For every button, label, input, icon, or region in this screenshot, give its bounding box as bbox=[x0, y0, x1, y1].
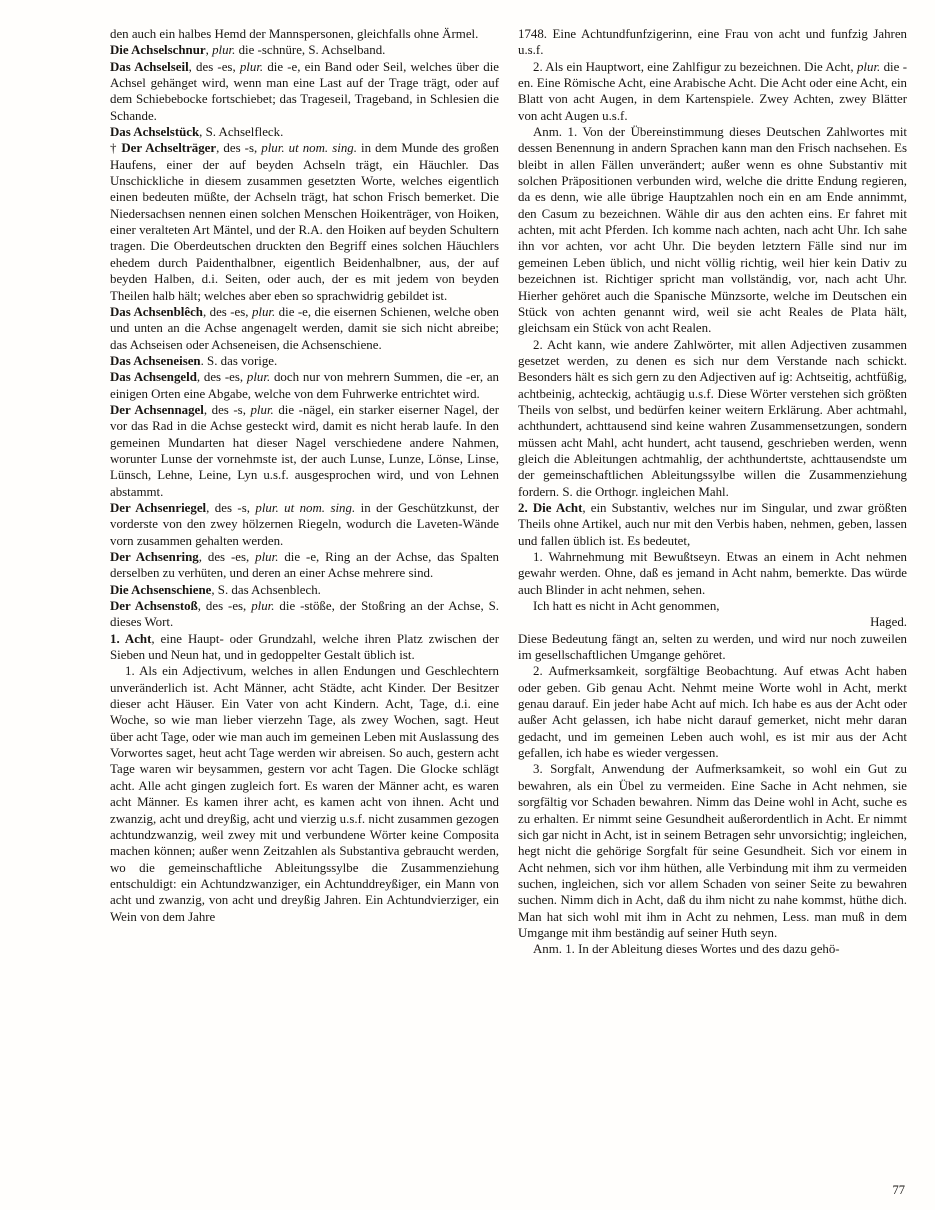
paragraph bbox=[518, 663, 907, 761]
paragraph bbox=[110, 598, 499, 631]
paragraph bbox=[518, 631, 907, 664]
paragraph bbox=[518, 59, 907, 124]
text-segment: , des -es, bbox=[198, 550, 256, 564]
text-segment: Anm. 1. Von der Übereinstimmung dieses Deutschen Zahlwortes mit dessen Benennung in andern Sprachen kann man den Frisch nachsehen. Es bleibt in allen Fällen unverändert; außer wenn es ohne Substantiv mit solchen Präpositionen verbunden wird, welche die dritte Endung regieren, da es denn, wie alle übrige Hauptzahlen noch ein en am Ende annimmt, den Casum zu bezeichnen. Wähle dir aus den achten eins. Er fahret mit achten, mit acht Pferden. Ich komme nach achten, nach acht Uhr. Ich sahe ihn vor achten, vor acht Uhr. Die beyden letztern Fälle sind nur im gemeinen Leben üblich, und nicht völlig richtig, weil hier kein Dativ zu bezeichnen ist. Richtiger spricht man vollständig, vor, nach acht Uhr. Hierher gehöret auch die Spanische Münzsorte, welche im Deutschen ein Stück von achten genannt wird, weil sie acht Reales de Plata hält, gleichsam ein Stück von acht Realen. bbox=[518, 125, 907, 336]
paragraph bbox=[110, 549, 499, 582]
text-segment: , des -s, bbox=[216, 141, 262, 156]
paragraph bbox=[110, 42, 499, 58]
paragraph bbox=[518, 26, 907, 59]
paragraph bbox=[110, 663, 499, 925]
text-segment: 3. Sorgfalt, Anwendung der Aufmerksamkeit, so wohl ein Gut zu bewahren, als ein Übel zu vermeiden. Eine Sache in Acht nehmen, sie sorgfältig vor Schaden bewahren. Nimm das Deine wohl in Acht, suche es zu erhalten. Er nimmt seine Gesundheit außerordentlich in Acht. Er nimmt sich gar nicht in Acht, ist in seinem Betragen sehr unvorsichtig; ingleichen, hegt nicht die gehörige Sorgfalt für seine Gesundheit. Sich vor einem in Acht nehmen, sich vor ihm hüthen, alle Verbindung mit ihm zu vermeiden suchen, ingleichen, sich vor allem Schaden von seiner Seite zu bewahren suchen. Nimm dich in Acht, daß du ihm nicht zu nahe kommst, hüthe dich. Man hat sich wohl mit ihm in Acht zu nehmen, Less. man muß in dem Umgange mit ihm beständig auf seiner Huth seyn. bbox=[518, 762, 907, 940]
text-segment: 1. Wahrnehmung mit Bewußtseyn. Etwas an einem in Acht nehmen gewahr werden. Ohne, daß es jemand in Acht nahm, bemerkte. Das würde auch Blinder in acht nehmen, sehen. bbox=[518, 550, 907, 597]
paragraph bbox=[110, 631, 499, 664]
headword: Das Achselstück bbox=[110, 125, 200, 140]
text-segment: . S. das vorige. bbox=[200, 353, 278, 368]
text-segment: doch nur von mehrern Summen, die -er, an einigen Orten eine Abgabe, welche von dem Fuhrwerke entrichtet wird. bbox=[110, 370, 500, 401]
text-segment: Ich hatt es nicht in Acht genommen, bbox=[533, 599, 720, 614]
latin-abbreviation: plur. bbox=[856, 59, 881, 74]
paragraph bbox=[110, 353, 499, 369]
paragraph bbox=[110, 582, 499, 598]
paragraph bbox=[110, 500, 499, 549]
latin-abbreviation: plur. bbox=[250, 402, 274, 417]
paragraph bbox=[518, 549, 907, 598]
page-content bbox=[110, 26, 907, 958]
text-segment: die -stöße, der Stoßring an der Achse, S. dieses Wort. bbox=[110, 599, 499, 630]
headword: Das Achsengeld bbox=[110, 370, 197, 385]
paragraph bbox=[110, 140, 499, 303]
text-segment: in dem Munde des großen Haufens, einer der auf beyden Achseln trägt, ein Häuchler. Das Unschickliche in diesem zusammen gesetzten Worte, welches eigentlich einen bedeuten müßte, der Achseln trägt, hat schon Frisch bemerket. Die Niedersachsen nennen einen solchen Menschen Hoikenträger, von Hoiken, einer veralteten Art Mäntel, und der R.A. den Hoiken auf beyden Schultern tragen. Die Oberdeutschen druckten den Begriff eines solchen Häuchlers ehedem durch Paidenthalbner, eigentlich Beidenhalbner, aus, der auf beyden Halben, d.i. Seiten, oder auch, der es mit jedem von beyden Theilen halb hält; welches aber eben so sprachwidrig gebildet ist. bbox=[110, 141, 499, 303]
text-segment: 2. Als ein Hauptwort, eine Zahlfigur zu bezeichnen. Die Acht, bbox=[533, 59, 857, 74]
text-segment: 1. Als ein Adjectivum, welches in allen Endungen und Geschlechtern unveränderlich ist. Acht Männer, acht Städte, acht Kinder. Der Besitzer dieser acht Häuser. Ein Vater von acht Kindern. Acht, Tage, d.i. eine Woche, so wie man lieber vierzehn Tage, als zwey Wochen, sagt. Heut über acht Tage, oder wie man auch im gemeinen Leben mit Auslassung des Vorwortes saget, heut acht Tage werden wir abreisen. So auch, gestern acht Tage waren wir beysammen, gestern vor acht Tagen. Die Glocke schlägt acht. Alle acht gingen zugleich fort. Es waren der Männer acht, es waren acht Männer. Es kamen ihrer acht, es kamen acht von ihnen. Acht und zwanzig, acht und dreyßig, acht und vierzig u.s.f. nicht zusammen gezogen achtundzwanzig, weil zwey mit und verbundene Wörter keine Composita machen können; außer wenn Zeitzahlen als Substantiva gebraucht werden, wo die gemeinschaftliche Ableitungssylbe die Zusammenziehung entschuldigt: ein Achtundzwanziger, ein Achtunddreyßiger, ein Mann von acht und zwanzig, von acht und dreyßig Jahren. Ein Achtundvierziger, ein Wein von dem Jahre bbox=[110, 664, 499, 924]
paragraph bbox=[518, 941, 907, 957]
paragraph bbox=[110, 304, 499, 353]
text-segment: 1748. Eine Achtundfunfzigerinn, eine Frau von acht und funfzig Jahren u.s.f. bbox=[518, 27, 907, 58]
latin-abbreviation: plur. bbox=[251, 599, 275, 614]
headword: Der Achselträger bbox=[121, 141, 217, 156]
text-column-left bbox=[110, 26, 499, 958]
paragraph bbox=[518, 337, 907, 500]
latin-abbreviation: plur. ut nom. sing. bbox=[255, 500, 356, 515]
text-segment: in der Geschützkunst, der vorderste von den zwey hölzernen Riegeln, wodurch die Laveten-Wände vorn zusammen gehalten werden. bbox=[110, 500, 499, 548]
text-segment: † bbox=[110, 141, 122, 156]
text-segment: , des -s, bbox=[203, 402, 251, 417]
paragraph bbox=[518, 614, 907, 630]
paragraph bbox=[110, 59, 499, 124]
text-segment: den auch ein halbes Hemd der Mannspersonen, gleichfalls ohne Ärmel. bbox=[110, 27, 479, 41]
text-segment: Anm. 1. In der Ableitung dieses Wortes und des dazu gehö- bbox=[533, 942, 840, 957]
headword: 2. Die Acht bbox=[518, 500, 583, 515]
paragraph bbox=[518, 124, 907, 336]
text-segment: Haged. bbox=[870, 615, 907, 630]
text-segment: die -e, Ring an der Achse, das Spalten derselben zu verhüten, und deren an einer Achse mehrere sind. bbox=[110, 550, 499, 581]
latin-abbreviation: plur. bbox=[246, 370, 271, 385]
text-segment: Diese Bedeutung fängt an, selten zu werden, und wird nur noch zuweilen im gesellschaftlichen Umgange gehöret. bbox=[518, 631, 907, 663]
text-segment: , bbox=[205, 43, 213, 58]
text-segment: die -nägel, ein starker eiserner Nagel, der vor das Rad in die Achse gesteckt wird, damit es nicht herab laufe. In den gemeinen Mundarten hat dieser Nagel verschiedene andere Nahmen, worunter Lunse der vornehmste ist, der auch Lunse, Lunze, Lönse, Linse, Lünsch, Lehne, Leine, Lyn u.s.f. ausgesprochen wird, und von Lehnen abstammt. bbox=[110, 402, 499, 499]
text-segment: , S. das Achsenblech. bbox=[211, 582, 321, 597]
headword: Der Achsenring bbox=[110, 550, 199, 564]
text-segment: die -schnüre, S. Achselband. bbox=[235, 43, 386, 58]
paragraph bbox=[518, 598, 907, 614]
headword: Die Achselschnur bbox=[110, 43, 206, 58]
paragraph bbox=[110, 124, 499, 140]
paragraph bbox=[518, 500, 907, 549]
latin-abbreviation: plur. ut nom. sing. bbox=[261, 141, 357, 156]
headword: 1. Acht bbox=[110, 631, 152, 646]
text-segment: 2. Aufmerksamkeit, sorgfältige Beobachtung. Auf etwas Acht haben oder geben. Gib genau Acht. Nehmt meine Worte wohl in Acht, merkt genau darauf. Ein jeder habe Acht auf mich. Ich habe es aus der Acht oder außer Acht gelassen, ich habe nicht darauf gemerket, nicht mehr daran gedacht, und im gemeinen Leben auch wohl, es ist mir aus der Acht gefallen, ich habe es wieder vergessen. bbox=[518, 664, 907, 761]
latin-abbreviation: plur. bbox=[212, 43, 236, 58]
latin-abbreviation: plur. bbox=[251, 304, 276, 319]
paragraph bbox=[110, 402, 499, 500]
text-segment: , S. Achselfleck. bbox=[199, 125, 284, 140]
page-number: 77 bbox=[892, 1183, 905, 1197]
text-segment: 2. Acht kann, wie andere Zahlwörter, mit allen Adjectiven zusammen gesetzet werden, zu denen es sich nur dem Verstande nach schickt. Besonders hält es sich gern zu den Adjectiven auf ig: Achtseitig, achtfüßig, achtbeinig, achteckig, achtäugig u.s.f. Diese Wörter verstehen sich größten Theils von selbst, und bedürfen keiner weitern Erklärung. Aber achtmahl, achthundert, achttausend sind keine wahren Zusammensetzungen, sondern müssen acht Mahl, acht hundert, acht tausend, geschrieben werden, wenn gleich die Ableitungen achtmahlig, der achthundertste, achttausendste um der gemeinschaftlichen Ableitungssylbe willen die Zusammenziehung fordern. S. die Orthogr. ingleichen Mahl. bbox=[518, 337, 907, 499]
headword: Das Achsenblêch bbox=[110, 304, 203, 319]
text-segment: , ein Substantiv, welches nur im Singular, und zwar größten Theils ohne Artikel, auch nur mit den Verbis haben, nehmen, geben, lassen und fallen üblich ist. Es bedeutet, bbox=[518, 500, 907, 548]
text-segment: die -e, die eisernen Schienen, welche oben und unten an die Achse angenagelt werden, damit sie sich nicht abreibe; das Achseisen oder Achseneisen, die Achsenschiene. bbox=[110, 304, 499, 352]
headword: Die Achsenschiene bbox=[110, 582, 212, 597]
text-segment: , eine Haupt- oder Grundzahl, welche ihren Platz zwischen der Sieben und Neun hat, und in gedoppelter Gestalt üblich ist. bbox=[110, 631, 499, 663]
text-segment: , des -s, bbox=[206, 500, 256, 515]
text-segment: die -en. Eine Römische Acht, eine Arabische Acht. Die Acht oder eine Acht, ein Blatt von acht Augen, in dem Kartenspiele. Zwey Achten, zwey Blätter von acht Augen u.s.f. bbox=[518, 59, 907, 123]
paragraph bbox=[110, 369, 499, 402]
paragraph bbox=[110, 26, 499, 42]
headword: Das Achselseil bbox=[110, 59, 189, 74]
text-segment: , des -es, bbox=[202, 304, 252, 319]
text-segment: , des -es, bbox=[188, 59, 240, 74]
text-segment: , des -es, bbox=[196, 370, 247, 385]
headword: Der Achsennagel bbox=[110, 402, 204, 417]
paragraph bbox=[518, 761, 907, 941]
headword: Der Achsenriegel bbox=[110, 500, 207, 515]
headword: Das Achseneisen bbox=[110, 353, 201, 368]
latin-abbreviation: plur. bbox=[255, 550, 279, 564]
text-segment: die -e, ein Band oder Seil, welches über die Achsel gehänget wird, wenn man eine Last auf der Trage trägt, oder auf dem Schiebebocke fortschiebet; das Trageseil, Trageband, in Schlesien die Schande. bbox=[110, 59, 499, 123]
latin-abbreviation: plur. bbox=[239, 59, 264, 74]
text-segment: , des -es, bbox=[197, 599, 252, 614]
headword: Der Achsenstoß bbox=[110, 599, 198, 614]
text-column-right bbox=[518, 26, 907, 958]
